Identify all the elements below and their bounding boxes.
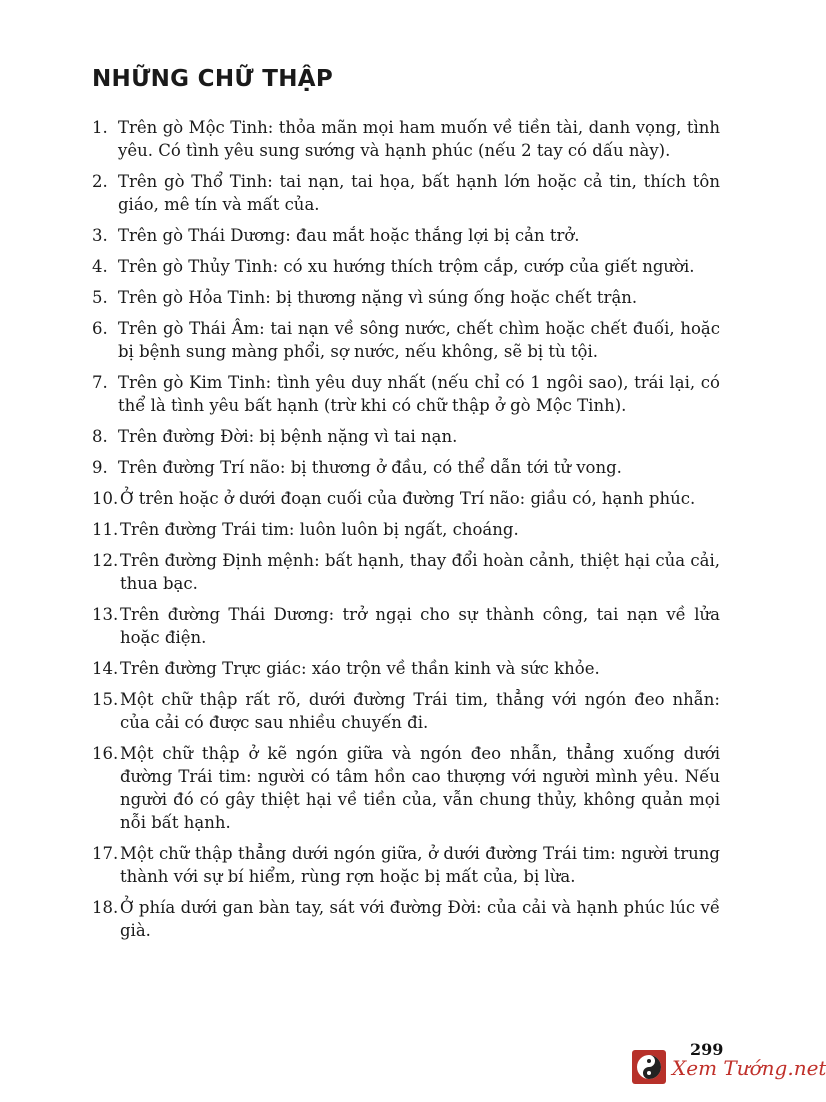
list-item	[92, 371, 720, 417]
item-text: Trên gò Thái Dương: đau mắt hoặc thắng lợi bị cản trở.	[118, 226, 580, 245]
list-item	[92, 255, 720, 278]
item-number: 12.	[92, 551, 119, 570]
item-text: Trên gò Kim Tinh: tình yêu duy nhất (nếu chỉ có 1 ngôi sao), trái lại, có thể là tình yêu bất hạnh (trừ khi có chữ thập ở gò Mộc Tinh).	[118, 373, 720, 415]
item-number: 4.	[92, 257, 108, 276]
item-text: Trên gò Thủy Tinh: có xu hướng thích trộm cắp, cướp của giết người.	[118, 257, 695, 276]
list-item	[92, 742, 720, 834]
list-item	[92, 170, 720, 216]
item-text: Ở phía dưới gan bàn tay, sát với đường Đời: của cải và hạnh phúc lúc về già.	[120, 898, 720, 940]
page-footer	[630, 1040, 826, 1090]
list-item	[92, 549, 720, 595]
item-text: Một chữ thập rất rõ, dưới đường Trái tim, thẳng với ngón đeo nhẫn: của cải có được sau nhiều chuyến đi.	[120, 690, 720, 732]
item-text: Trên đường Trí não: bị thương ở đầu, có thể dẫn tới tử vong.	[118, 458, 622, 477]
list-item	[92, 456, 720, 479]
cross-sign-list	[92, 116, 720, 950]
item-text: Một chữ thập ở kẽ ngón giữa và ngón đeo nhẫn, thẳng xuống dưới đường Trái tim: người có tâm hồn cao thượng với người mình yêu. Nếu người đó có gây thiệt hại về tiền của, vẫn chung thủy, không quản mọi nỗi bất hạnh.	[120, 744, 720, 832]
item-text: Trên gò Mộc Tinh: thỏa mãn mọi ham muốn về tiền tài, danh vọng, tình yêu. Có tình yêu sung sướng và hạnh phúc (nếu 2 tay có dấu này).	[118, 118, 720, 160]
item-number: 6.	[92, 319, 108, 338]
item-number: 11.	[92, 520, 119, 539]
list-item	[92, 688, 720, 734]
item-text: Trên gò Hỏa Tinh: bị thương nặng vì súng ống hoặc chết trận.	[118, 288, 638, 307]
page-number: 299	[690, 1040, 724, 1059]
item-text: Ở trên hoặc ở dưới đoạn cuối của đường Trí não: giầu có, hạnh phúc.	[120, 489, 696, 508]
item-text: Trên đường Thái Dương: trở ngại cho sự thành công, tai nạn về lửa hoặc điện.	[120, 605, 720, 647]
item-number: 13.	[92, 605, 119, 624]
list-item	[92, 896, 720, 942]
item-number: 15.	[92, 690, 119, 709]
watermark-logo-text: Xem Tướng.net	[672, 1056, 826, 1080]
list-item	[92, 286, 720, 309]
item-number: 9.	[92, 458, 108, 477]
item-number: 8.	[92, 427, 108, 446]
item-number: 14.	[92, 659, 119, 678]
item-text: Trên đường Định mệnh: bất hạnh, thay đổi hoàn cảnh, thiệt hại của cải, thua bạc.	[120, 551, 720, 593]
item-number: 7.	[92, 373, 108, 392]
item-text: Trên đường Trái tim: luôn luôn bị ngất, choáng.	[120, 520, 519, 539]
list-item	[92, 657, 720, 680]
item-text: Trên đường Đời: bị bệnh nặng vì tai nạn.	[118, 427, 458, 446]
list-item	[92, 116, 720, 162]
list-item	[92, 842, 720, 888]
item-number: 16.	[92, 744, 119, 763]
item-text: Trên gò Thái Âm: tai nạn về sông nước, chết chìm hoặc chết đuối, hoặc bị bệnh sung màng phổi, sợ nước, nếu không, sẽ bị tù tội.	[118, 319, 720, 361]
page-title: NHỮNG CHỮ THẬP	[92, 66, 333, 92]
list-item	[92, 487, 720, 510]
list-item	[92, 603, 720, 649]
item-text: Một chữ thập thẳng dưới ngón giữa, ở dưới đường Trái tim: người trung thành với sự bí hiểm, rùng rợn hoặc bị mất của, bị lừa.	[120, 844, 720, 886]
item-text: Trên gò Thổ Tinh: tai nạn, tai họa, bất hạnh lớn hoặc cả tin, thích tôn giáo, mê tín và mất của.	[118, 172, 720, 214]
item-text: Trên đường Trực giác: xáo trộn về thần kinh và sức khỏe.	[120, 659, 600, 678]
item-number: 10.	[92, 489, 119, 508]
list-item	[92, 518, 720, 541]
list-item	[92, 317, 720, 363]
list-item	[92, 425, 720, 448]
item-number: 17.	[92, 844, 119, 863]
item-number: 2.	[92, 172, 108, 191]
item-number: 5.	[92, 288, 108, 307]
yin-yang-icon	[632, 1050, 666, 1084]
item-number: 18.	[92, 898, 119, 917]
item-number: 3.	[92, 226, 108, 245]
item-number: 1.	[92, 118, 108, 137]
list-item	[92, 224, 720, 247]
